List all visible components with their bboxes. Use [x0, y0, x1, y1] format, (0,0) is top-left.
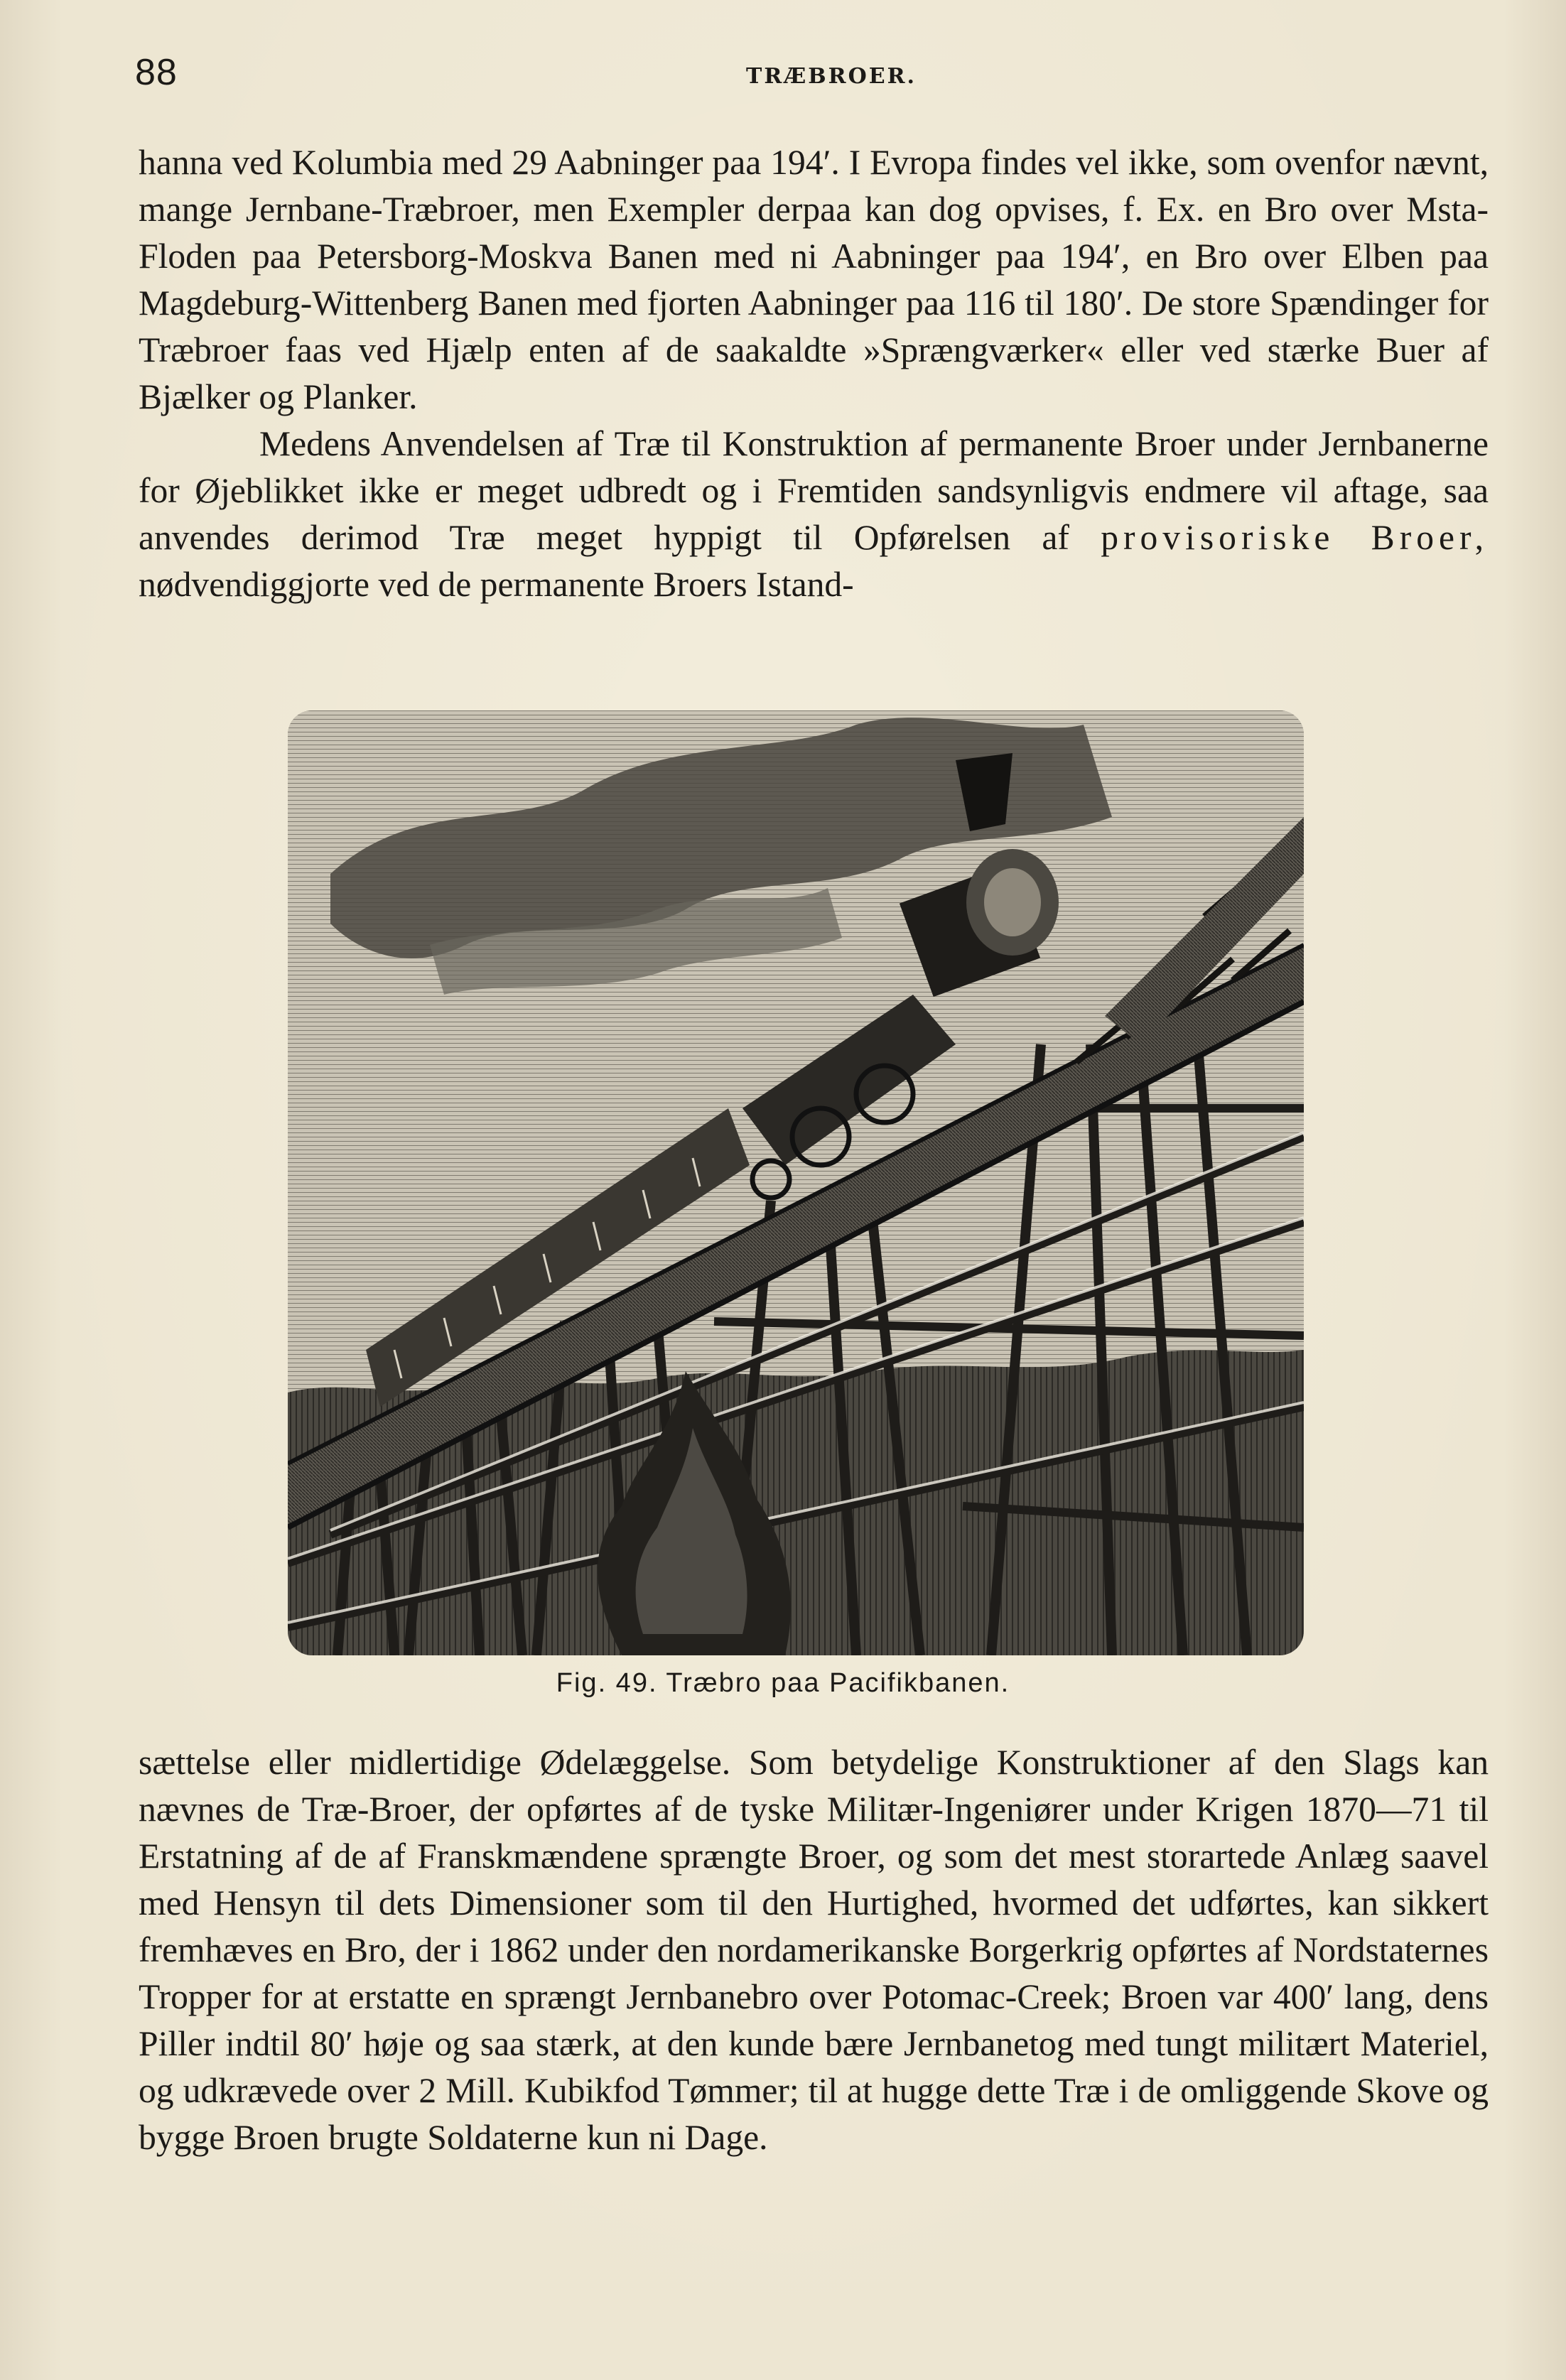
text-block-top [139, 139, 1489, 608]
running-head: TRÆBROER. [746, 64, 917, 89]
paragraph-text: Medens Anvendelsen af Træ til Konstruktion af permanente Broer under Jernbanerne for Øjeblikket ikke er meget udbredt og i Fremtiden sandsynligvis endmere vil aftage, saa anvendes derimod Træ meget hyppigt til Opførelsen af [139, 424, 1489, 557]
paragraph [139, 421, 1489, 608]
paragraph-text: nødvendiggjorte ved de permanente Broers Istand- [139, 565, 854, 604]
engraving-trestle-bridge [288, 710, 1304, 1655]
page-number: 88 [135, 52, 178, 93]
paragraph: sættelse eller midlertidige Ødelæggelse. Som betydelige Konstruktioner af den Slags kan nævnes de Træ-Broer, der opførtes af de tyske Militær-Ingeniører under Krigen 1870—71 til Erstatning af de af Franskmændene sprængte Broer, og som det mest storartede Anlæg saavel med Hensyn til dets Dimensioner som til den Hurtighed, hvormed det udførtes, kan sikkert fremhæves en Bro, der i 1862 under den nordamerikanske Borgerkrig opførtes af Nordstaternes Tropper for at erstatte en sprængt Jernbanebro over Potomac-Creek; Broen var 400′ lang, dens Piller indtil 80′ høje og saa stærk, at den kunde bære Jernbanetog med tungt militært Materiel, og udkrævede over 2 Mill. Kubikfod Tømmer; til at hugge dette Træ i de omliggende Skove og bygge Broen brugte Soldaterne kun ni Dage. [139, 1743, 1489, 2157]
spaced-emphasis: provisoriske Broer, [1101, 518, 1489, 557]
figure-caption: Fig. 49. Træbro paa Pacifikbanen. [556, 1668, 1010, 1698]
page-header [135, 51, 1485, 101]
text-block-bottom [139, 1739, 1489, 2161]
paragraph: hanna ved Kolumbia med 29 Aabninger paa 194′. I Evropa findes vel ikke, som ovenfor nævnt, mange Jernbane-Træbroer, men Exempler derpaa kan dog opvises, f. Ex. en Bro over Msta-Floden paa Petersborg-Moskva Banen med ni Aabninger paa 194′, en Bro over Elben paa Magdeburg-Wittenberg Banen med fjorten Aabninger paa 116 til 180′. De store Spændinger for Træbroer faas ved Hjælp enten af de saakaldte »Sprængværker« eller ved stærke Buer af Bjælker og Planker. [139, 143, 1489, 416]
